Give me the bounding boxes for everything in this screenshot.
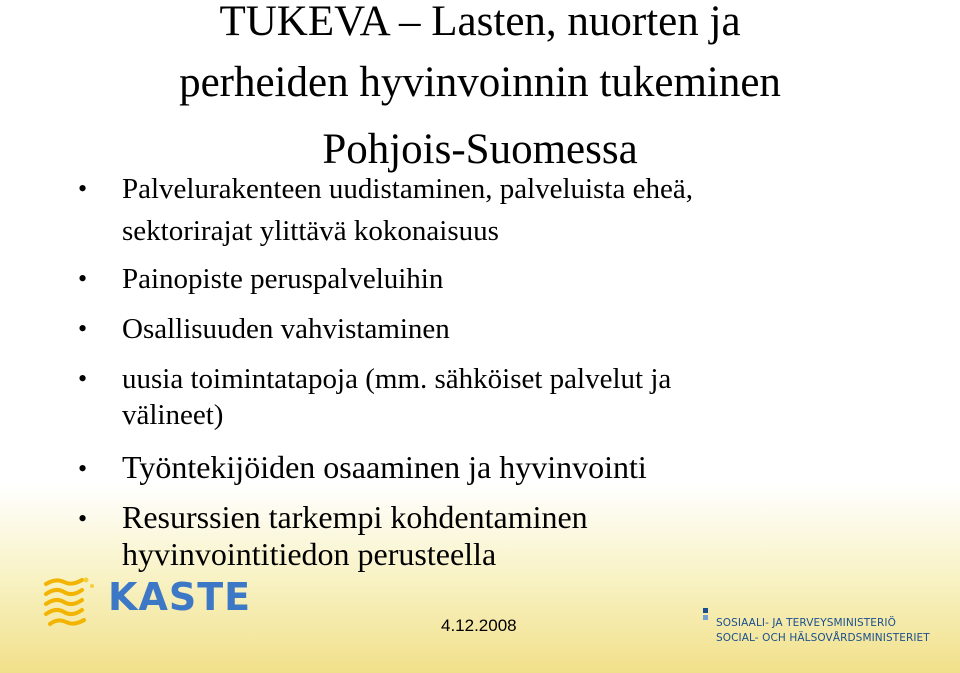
bullet-marker: •: [78, 264, 88, 293]
bullet-text: Painopiste peruspalveluihin: [122, 263, 444, 295]
bullet-text-continued: välineet): [122, 399, 224, 431]
bullet-text: uusia toimintatapoja (mm. sähköiset palvelut ja: [122, 363, 672, 395]
slide-title-line-1: TUKEVA – Lasten, nuorten ja: [219, 0, 741, 45]
slide-title-line-3: Pohjois-Suomessa: [322, 126, 638, 173]
bullet-text: Työntekijöiden osaaminen ja hyvinvointi: [122, 449, 647, 485]
slide-date: 4.12.2008: [441, 616, 517, 635]
bullet-text: Osallisuuden vahvistaminen: [122, 313, 450, 345]
ministry-name-sv: SOCIAL- OCH HÄLSOVÅRDSMINISTERIET: [716, 632, 930, 644]
bullet-marker: •: [78, 174, 88, 203]
kaste-logo-text: KASTE: [108, 575, 252, 619]
bullet-text: Palvelurakenteen uudistaminen, palveluista eheä,: [122, 173, 693, 205]
bullet-marker: •: [78, 314, 88, 343]
ministry-name-fi: SOSIAALI- JA TERVEYSMINISTERIÖ: [716, 617, 896, 629]
bullet-text: Resurssien tarkempi kohdentaminen: [122, 499, 588, 535]
ministry-logo-icon: [701, 608, 715, 632]
bullet-marker: •: [78, 454, 88, 483]
slide-title-line-2: perheiden hyvinvoinnin tukeminen: [179, 59, 781, 106]
bullet-text-continued: sektorirajat ylittävä kokonaisuus: [122, 215, 499, 247]
bullet-marker: •: [78, 504, 88, 533]
bullet-text-continued: hyvinvointitiedon perusteella: [122, 536, 497, 572]
bullet-marker: •: [78, 364, 88, 393]
